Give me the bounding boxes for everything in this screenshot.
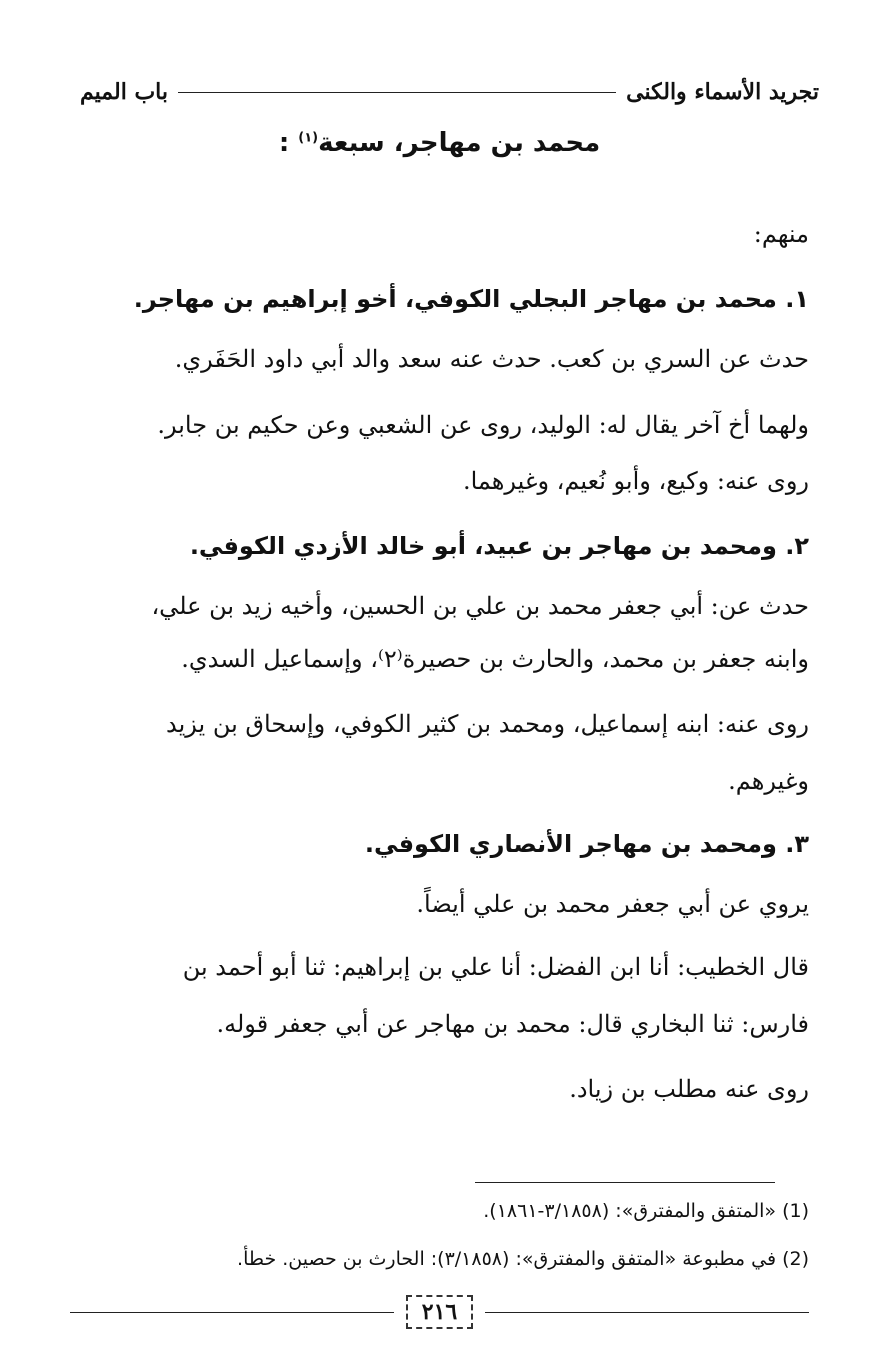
- entry-heading-2: ٢. ومحمد بن مهاجر بن عبيد، أبو خالد الأزدي الكوفي.: [189, 532, 809, 560]
- paragraph: روى عنه: وكيع، وأبو نُعيم، وغيرهما.: [462, 467, 809, 495]
- entry-heading-1: ١. محمد بن مهاجر البجلي الكوفي، أخو إبراهيم بن مهاجر.: [133, 285, 809, 313]
- entry-title: محمد بن مهاجر، سبعة$^{(١)}$ :: [278, 128, 601, 158]
- book-title: تجريد الأسماء والكنى: [626, 79, 819, 105]
- paragraph: يروي عن أبي جعفر محمد بن علي أيضاً.: [416, 890, 809, 918]
- paragraph: وغيرهم.: [728, 767, 809, 795]
- paragraph: حدث عن: أبي جعفر محمد بن علي بن الحسين، وأخيه زيد بن علي،: [151, 592, 809, 620]
- entry-title-text: محمد بن مهاجر، سبعة: [318, 128, 601, 158]
- page-footer: [70, 1292, 809, 1332]
- chapter-title: باب الميم: [80, 79, 169, 105]
- paragraph-intro: منهم:: [753, 220, 809, 248]
- entry-heading-3: ٣. ومحمد بن مهاجر الأنصاري الكوفي.: [364, 830, 809, 858]
- paragraph: ولهما أخ آخر يقال له: الوليد، روى عن الشعبي وعن حكيم بن جابر.: [157, 411, 809, 439]
- paragraph: روى عنه: ابنه إسماعيل، ومحمد بن كثير الكوفي، وإسحاق بن يزيد: [166, 710, 809, 738]
- page-number: ٢١٦: [406, 1295, 473, 1329]
- footnote-separator: [475, 1182, 775, 1183]
- paragraph: حدث عن السري بن كعب. حدث عنه سعد والد أبي داود الحَفَري.: [174, 345, 809, 373]
- paragraph: روى عنه مطلب بن زياد.: [569, 1075, 809, 1103]
- paragraph: قال الخطيب: أنا ابن الفضل: أنا علي بن إبراهيم: ثنا أبو أحمد بن: [182, 953, 809, 981]
- footer-rule: [485, 1312, 809, 1313]
- paragraph: وابنه جعفر بن محمد، والحارث بن حصيرة⁽٢⁾، وإسماعيل السدي.: [181, 645, 809, 673]
- footer-rule: [70, 1312, 394, 1313]
- footnote-2: (2) في مطبوعة «المتفق والمفترق»: (٣/١٨٥٨): الحارث بن حصين. خطأ.: [237, 1248, 809, 1270]
- paragraph: فارس: ثنا البخاري قال: محمد بن مهاجر عن أبي جعفر قوله.: [216, 1010, 809, 1038]
- footnote-ref-1: (١): [298, 130, 319, 146]
- running-header: [80, 72, 819, 112]
- footnote-1: (1) «المتفق والمفترق»: (٣/١٨٥٨-١٨٦١).: [483, 1200, 809, 1222]
- header-rule: [178, 92, 616, 93]
